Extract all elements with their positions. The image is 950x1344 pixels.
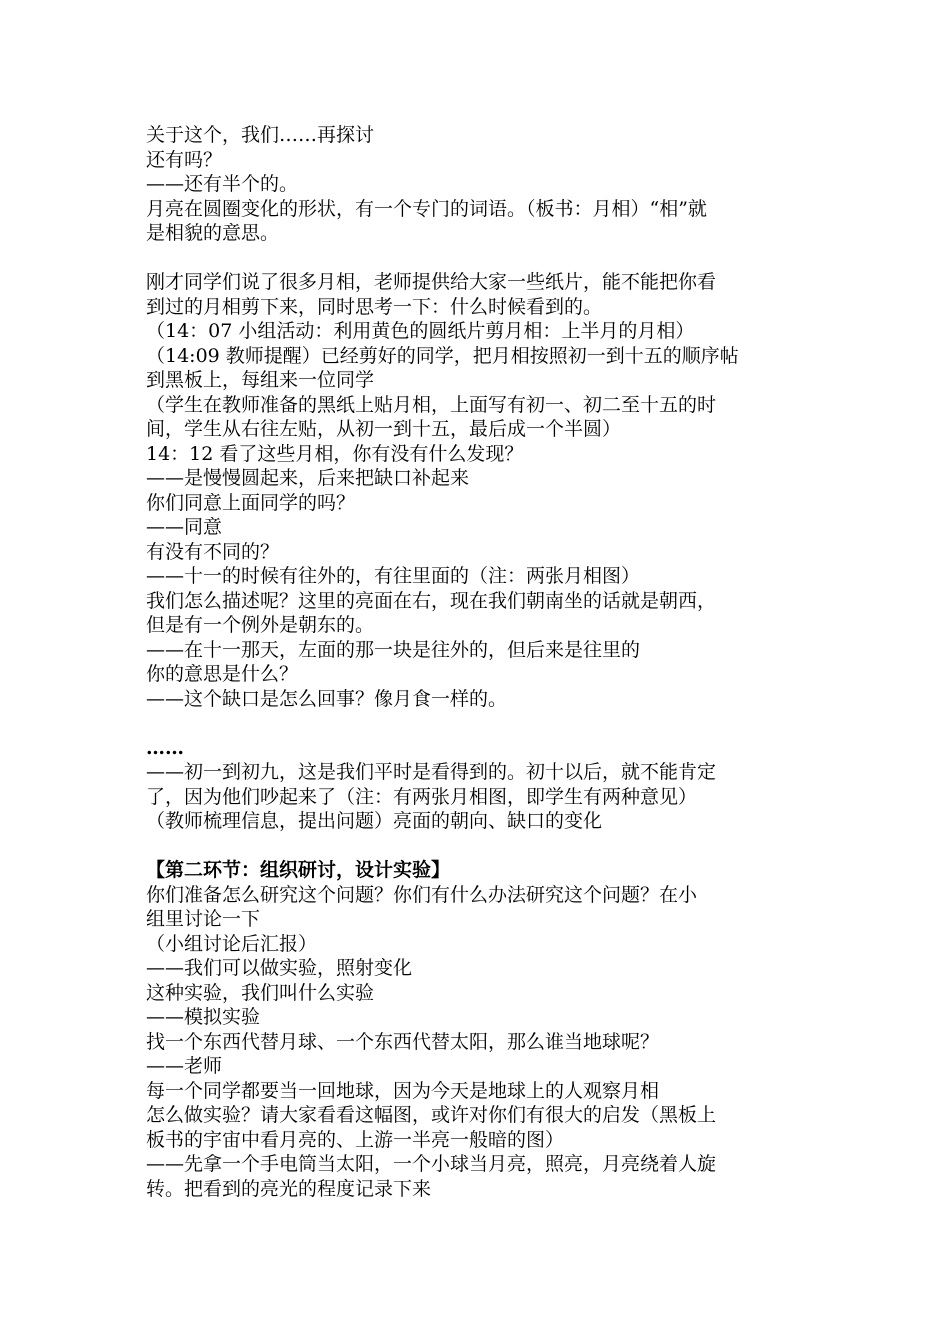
text-line: 刚才同学们说了很多月相，老师提供给大家一些纸片，能不能把你看 (146, 271, 717, 293)
text-line: 关于这个，我们……再探讨 (146, 124, 375, 146)
text-line: （教师梳理信息，提出问题）亮面的朝向、缺口的变化 (146, 810, 603, 832)
text-line: 转。把看到的亮光的程度记录下来 (146, 1177, 432, 1200)
text-line: 每一个同学都要当一回地球，因为今天是地球上的人观察月相 (146, 1079, 660, 1102)
text-line: 怎么做实验？请大家看看这幅图，或许对你们有很大的启发（黑板上 (146, 1104, 717, 1126)
text-line: （14:09 教师提醒）已经剪好的同学，把月相按照初一到十五的顺序帖 (146, 344, 739, 367)
section-heading: 【第二环节：组织研讨，设计实验】 (146, 859, 451, 881)
text-line: 是相貌的意思。 (146, 222, 280, 244)
blank-line (146, 711, 816, 736)
text-line: 你的意思是什么？ (146, 663, 299, 685)
text-line: ——模拟实验 (146, 1006, 261, 1028)
blank-line (146, 246, 816, 271)
text-line: 14：12 看了这些月相，你有没有什么发现？ (146, 442, 524, 465)
blank-line (146, 834, 816, 859)
text-line: 间，学生从右往左贴，从初一到十五，最后成一个半圆） (146, 418, 622, 440)
ellipsis-line: …… (146, 736, 184, 759)
text-line: 月亮在圆圈变化的形状，有一个专门的词语。（板书：月相）“相”就 (146, 197, 707, 220)
text-line: 了，因为他们吵起来了（注：有两张月相图，即学生有两种意见） (146, 785, 698, 808)
text-line: 这种实验，我们叫什么实验 (146, 981, 375, 1004)
text-line: 组里讨论一下 (146, 908, 261, 930)
text-line: （学生在教师准备的黑纸上贴月相，上面写有初一、初二至十五的时 (146, 393, 717, 416)
text-line: ——初一到初九，这是我们平时是看得到的。初十以后，就不能肯定 (146, 761, 717, 783)
text-line: 你们同意上面同学的吗？ (146, 491, 356, 514)
text-line: 但是有一个例外是朝东的。 (146, 614, 375, 636)
text-line: （小组讨论后汇报） (146, 932, 318, 955)
text-line: 板书的宇宙中看月亮的、上游一半亮一般暗的图） (146, 1128, 565, 1151)
document-body (146, 123, 816, 1201)
text-line: ——同意 (146, 516, 223, 538)
text-line: ——在十一那天，左面的那一块是往外的，但后来是往里的 (146, 638, 641, 661)
text-line: 我们怎么描述呢？这里的亮面在右，现在我们朝南坐的话就是朝西， (146, 589, 717, 612)
text-line: ——老师 (146, 1055, 223, 1077)
text-line: 到黑板上，每组来一位同学 (146, 369, 375, 391)
text-line: ——这个缺口是怎么回事？像月食一样的。 (146, 687, 508, 710)
text-line: ——还有半个的。 (146, 173, 299, 195)
text-line: ——十一的时候有往外的，有往里面的（注：两张月相图） (146, 565, 641, 587)
text-line: 找一个东西代替月球、一个东西代替太阳，那么谁当地球呢？ (146, 1030, 660, 1053)
text-line: ——我们可以做实验，照射变化 (146, 957, 413, 979)
text-line: 到过的月相剪下来，同时思考一下：什么时候看到的。 (146, 295, 603, 318)
text-line: （14：07 小组活动：利用黄色的圆纸片剪月相：上半月的月相） (146, 320, 695, 342)
text-line: 你们准备怎么研究这个问题？你们有什么办法研究这个问题？在小 (146, 883, 698, 906)
text-line: 有没有不同的？ (146, 540, 280, 563)
text-line: ——是慢慢圆起来，后来把缺口补起来 (146, 467, 470, 489)
text-line: ——先拿一个手电筒当太阳，一个小球当月亮，照亮，月亮绕着人旋 (146, 1153, 717, 1175)
text-line: 还有吗？ (146, 148, 223, 171)
